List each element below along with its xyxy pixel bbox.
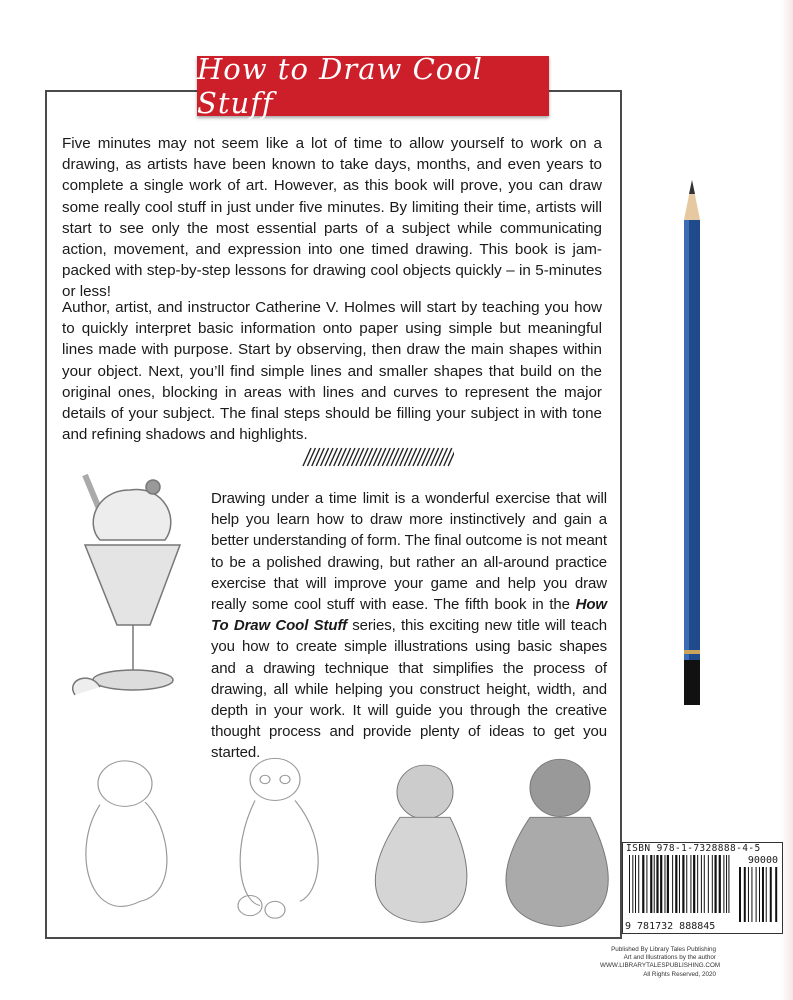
barcode-bar (646, 855, 647, 913)
barcode-bar (675, 855, 677, 913)
hatch-stroke (303, 448, 311, 466)
barcode-bar (667, 855, 669, 913)
hatch-stroke (325, 448, 333, 466)
barcode-bar (632, 855, 633, 913)
barcode-bar (751, 867, 752, 922)
barcode-bar (672, 855, 673, 913)
milkshake-sketch (55, 465, 205, 710)
website-line: WWW.LIBRARYTALESPUBLISHING.COM (600, 962, 721, 970)
hatch-stroke (431, 448, 439, 466)
barcode-bar (728, 855, 729, 913)
series-title: How To Draw Cool Stuff (211, 596, 607, 635)
hatch-stroke (369, 448, 377, 466)
barcode-bar (679, 855, 680, 913)
hatch-stroke (387, 448, 395, 466)
barcode-bar (719, 855, 721, 913)
hatch-stroke (409, 448, 417, 466)
hatch-stroke (395, 448, 403, 466)
barcode-bar (744, 867, 746, 922)
monkey-step-sketches (60, 750, 620, 935)
barcode-bar (693, 855, 695, 913)
barcode-bar (690, 855, 691, 913)
isbn-barcode (622, 842, 783, 934)
barcode-bar (766, 867, 767, 922)
title: How to Draw Cool Stuff (197, 52, 483, 120)
hatch-stroke (439, 448, 447, 466)
price-addon-code: 90000 (747, 855, 778, 866)
paragraph-text: Drawing under a time limit is a wonderful exercise that will help you learn how to draw more instinctively and gain a better understanding of form. The final outcome is not meant to be a polished drawing, but rather an all-around practice exercise that will improve your game and help you draw really some cool stuff with ease. The fifth book in the (211, 490, 607, 614)
hatch-stroke (307, 448, 315, 466)
barcode-bar (650, 855, 652, 913)
barcode-bar (723, 855, 724, 913)
barcode-bar (704, 855, 705, 913)
hatch-stroke (356, 448, 364, 466)
paragraph-intro: Five minutes may not seem like a lot of time to allow yourself to work on a drawing, as artists have been known to take days, months, and even years to complete a single work of art. However, as this book will prove, you can draw some really cool stuff in just under five minutes. By limiting their time, artists will start to see only the most essential parts of a subject while communicating action, movement, and expression into one timed drawing. This book is jam-packed with step-by-step lessons for drawing cool objects quickly – in 5-minutes or less! (62, 135, 602, 301)
hatch-stroke (382, 448, 390, 466)
barcode-bar (654, 855, 655, 913)
hatch-stroke (360, 448, 368, 466)
hatch-stroke (343, 448, 351, 466)
barcode-bar (638, 855, 639, 913)
hatch-stroke (334, 448, 342, 466)
hatch-stroke (426, 448, 434, 466)
barcode-bar (664, 855, 665, 913)
hatch-stroke (338, 448, 346, 466)
hatch-stroke (413, 448, 421, 466)
rights-line: All Rights Reserved, 2020 (643, 970, 716, 978)
hatch-stroke (378, 448, 386, 466)
hatch-divider (299, 447, 454, 467)
hatch-stroke (329, 448, 337, 466)
barcode-bar (775, 867, 777, 922)
title-banner (197, 52, 549, 120)
barcode-number: 9 781732 888845 (625, 921, 716, 932)
publisher-info (600, 946, 721, 979)
hatch-stroke (316, 448, 324, 466)
paragraph-text: series, this exciting new title will teach you how to create simple illustrations using basic shapes and a drawing technique that simplifies the process of drawing, all while helping you construct height, width, and depth in your work. It will guide you through the creative thought process and provide plenty of ideas to get you started. (211, 617, 608, 762)
barcode-bar (770, 867, 772, 922)
hatch-stroke (417, 448, 425, 466)
hatch-stroke (351, 448, 359, 466)
hatch-stroke (321, 448, 329, 466)
hatch-stroke (435, 448, 443, 466)
hatch-stroke (444, 448, 452, 466)
barcode-bar (714, 855, 716, 913)
barcode-bar (708, 855, 709, 913)
hatch-stroke (400, 448, 408, 466)
barcode-bar (759, 867, 760, 922)
barcode-bar (635, 855, 636, 913)
barcode-bar (686, 855, 687, 913)
paragraph-time-limit (211, 488, 607, 764)
hatch-stroke (391, 448, 399, 466)
hatch-stroke (422, 448, 430, 466)
barcode-bar (629, 855, 630, 913)
barcode-bar (739, 867, 741, 922)
credits-line: Art and Illustrations by the author (623, 954, 716, 962)
hatch-stroke (373, 448, 381, 466)
hatch-stroke (404, 448, 412, 466)
paragraph-author: Author, artist, and instructor Catherine V. Holmes will start by teaching you how to quickly interpret basic information onto paper using simple but meaningful lines made with purpose. Start by observing, then draw the main shapes within your object. Next, you’ll find simple lines and smaller shapes that build on the original ones, blocking in areas with lines and curves to represent the major details of your subject. The final steps should be filling your subject in with tone and refining shadows and highlights. (62, 299, 602, 444)
hatch-stroke (312, 448, 320, 466)
hatch-stroke (365, 448, 373, 466)
barcode-bar (697, 855, 698, 913)
barcode-bar (762, 867, 764, 922)
barcode-bar (748, 867, 749, 922)
barcode-bar (682, 855, 684, 913)
isbn-text: ISBN 978-1-7328888-4-5 (626, 843, 761, 854)
barcode-bar (701, 855, 702, 913)
barcode-bar (712, 855, 713, 913)
barcode-bar (660, 855, 662, 913)
hatch-stroke (347, 448, 355, 466)
pencil-illustration (672, 180, 712, 710)
publisher-line: Published By Library Tales Publishing (611, 946, 716, 953)
barcode-bar (726, 855, 727, 913)
barcode-bars (623, 855, 781, 925)
barcode-bar (656, 855, 658, 913)
barcode-bar (642, 855, 644, 913)
barcode-bar (756, 867, 757, 922)
